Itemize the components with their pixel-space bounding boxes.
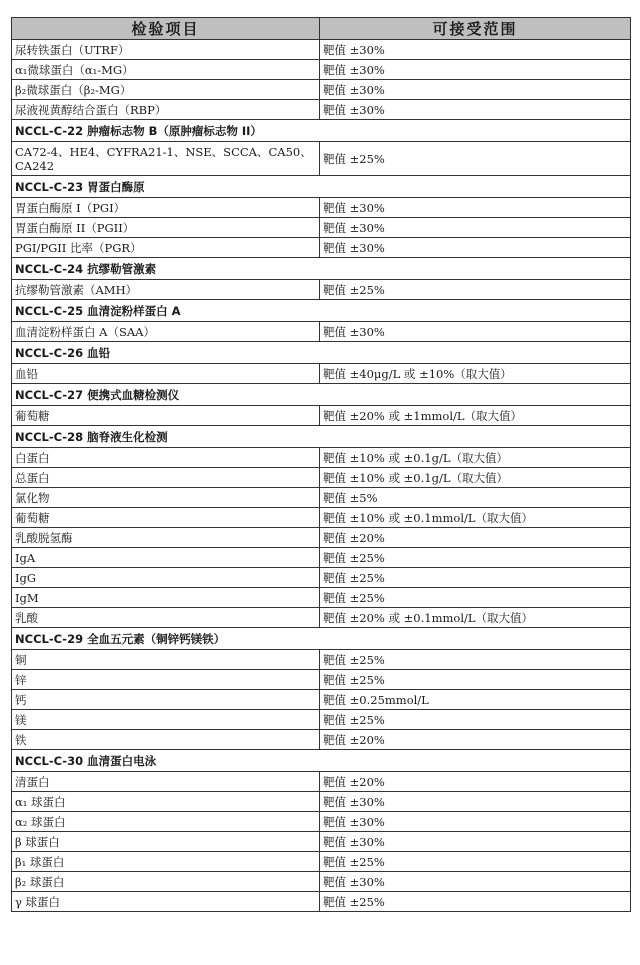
table-row xyxy=(12,872,631,892)
item-name: 葡萄糖 xyxy=(12,508,320,528)
item-name: 胃蛋白酶原 II（PGII） xyxy=(12,218,320,238)
item-range: 靶值 ±25% xyxy=(320,892,631,912)
item-range: 靶值 ±30% xyxy=(320,40,631,60)
table-row xyxy=(12,406,631,426)
table-row xyxy=(12,832,631,852)
item-name: CA72-4、HE4、CYFRA21-1、NSE、SCCA、CA50、CA242 xyxy=(12,142,320,176)
item-name: IgM xyxy=(12,588,320,608)
item-name: 乳酸脱氢酶 xyxy=(12,528,320,548)
item-range: 靶值 ±20% xyxy=(320,772,631,792)
item-range: 靶值 ±10% 或 ±0.1g/L（取大值） xyxy=(320,468,631,488)
section-row xyxy=(12,628,631,650)
table-row xyxy=(12,142,631,176)
item-range: 靶值 ±30% xyxy=(320,792,631,812)
section-title: NCCL-C-23 胃蛋白酶原 xyxy=(12,176,631,198)
section-title: NCCL-C-28 脑脊液生化检测 xyxy=(12,426,631,448)
acceptance-range-table xyxy=(11,17,631,912)
table-row xyxy=(12,650,631,670)
item-range: 靶值 ±30% xyxy=(320,100,631,120)
item-range: 靶值 ±5% xyxy=(320,488,631,508)
table-row xyxy=(12,508,631,528)
item-name: 铜 xyxy=(12,650,320,670)
item-name: 尿液视黄醇结合蛋白（RBP） xyxy=(12,100,320,120)
section-row xyxy=(12,120,631,142)
item-name: 锌 xyxy=(12,670,320,690)
item-range: 靶值 ±25% xyxy=(320,650,631,670)
item-range: 靶值 ±30% xyxy=(320,218,631,238)
item-range: 靶值 ±25% xyxy=(320,280,631,300)
item-name: 镁 xyxy=(12,710,320,730)
section-title: NCCL-C-26 血铅 xyxy=(12,342,631,364)
section-row xyxy=(12,258,631,280)
item-name: 总蛋白 xyxy=(12,468,320,488)
item-name: γ 球蛋白 xyxy=(12,892,320,912)
table-row xyxy=(12,690,631,710)
item-name: IgG xyxy=(12,568,320,588)
item-name: 铁 xyxy=(12,730,320,750)
section-title: NCCL-C-30 血清蛋白电泳 xyxy=(12,750,631,772)
item-name: β₂ 球蛋白 xyxy=(12,872,320,892)
item-range: 靶值 ±30% xyxy=(320,80,631,100)
table-row xyxy=(12,198,631,218)
item-range: 靶值 ±25% xyxy=(320,670,631,690)
table-row xyxy=(12,448,631,468)
table-row xyxy=(12,812,631,832)
table-row xyxy=(12,852,631,872)
item-name: 乳酸 xyxy=(12,608,320,628)
table-row xyxy=(12,322,631,342)
table-row xyxy=(12,792,631,812)
item-name: 葡萄糖 xyxy=(12,406,320,426)
item-name: 血铅 xyxy=(12,364,320,384)
item-name: 抗缪勒管激素（AMH） xyxy=(12,280,320,300)
item-name: 尿转铁蛋白（UTRF） xyxy=(12,40,320,60)
table-row xyxy=(12,100,631,120)
table-row xyxy=(12,280,631,300)
item-name: α₁ 球蛋白 xyxy=(12,792,320,812)
item-name: β₂微球蛋白（β₂-MG） xyxy=(12,80,320,100)
item-range: 靶值 ±30% xyxy=(320,832,631,852)
table-row xyxy=(12,892,631,912)
item-range: 靶值 ±25% xyxy=(320,852,631,872)
table-row xyxy=(12,238,631,258)
table-row xyxy=(12,588,631,608)
item-range: 靶值 ±20% 或 ±0.1mmol/L（取大值） xyxy=(320,608,631,628)
item-range: 靶值 ±25% xyxy=(320,568,631,588)
item-range: 靶值 ±25% xyxy=(320,588,631,608)
section-title: NCCL-C-27 便携式血糖检测仪 xyxy=(12,384,631,406)
table-row xyxy=(12,60,631,80)
item-range: 靶值 ±30% xyxy=(320,60,631,80)
item-range: 靶值 ±30% xyxy=(320,812,631,832)
acceptance-range-table-container xyxy=(11,17,630,912)
item-name: 胃蛋白酶原 I（PGI） xyxy=(12,198,320,218)
section-row xyxy=(12,300,631,322)
section-row xyxy=(12,176,631,198)
item-range: 靶值 ±20% xyxy=(320,528,631,548)
item-range: 靶值 ±10% 或 ±0.1mmol/L（取大值） xyxy=(320,508,631,528)
header-range: 可接受范围 xyxy=(320,18,631,40)
item-name: 氯化物 xyxy=(12,488,320,508)
item-name: α₂ 球蛋白 xyxy=(12,812,320,832)
item-range: 靶值 ±0.25mmol/L xyxy=(320,690,631,710)
item-range: 靶值 ±20% xyxy=(320,730,631,750)
table-row xyxy=(12,40,631,60)
section-title: NCCL-C-29 全血五元素（铜锌钙镁铁） xyxy=(12,628,631,650)
item-range: 靶值 ±30% xyxy=(320,238,631,258)
section-title: NCCL-C-24 抗缪勒管激素 xyxy=(12,258,631,280)
item-range: 靶值 ±25% xyxy=(320,548,631,568)
table-row xyxy=(12,548,631,568)
table-row xyxy=(12,670,631,690)
table-row xyxy=(12,568,631,588)
table-row xyxy=(12,218,631,238)
section-row xyxy=(12,342,631,364)
item-range: 靶值 ±30% xyxy=(320,322,631,342)
table-row xyxy=(12,488,631,508)
item-range: 靶值 ±40μg/L 或 ±10%（取大值） xyxy=(320,364,631,384)
header-item: 检验项目 xyxy=(12,18,320,40)
item-name: IgA xyxy=(12,548,320,568)
item-range: 靶值 ±10% 或 ±0.1g/L（取大值） xyxy=(320,448,631,468)
item-name: β₁ 球蛋白 xyxy=(12,852,320,872)
item-range: 靶值 ±25% xyxy=(320,710,631,730)
section-row xyxy=(12,750,631,772)
table-row xyxy=(12,528,631,548)
item-name: 白蛋白 xyxy=(12,448,320,468)
item-name: 血清淀粉样蛋白 A（SAA） xyxy=(12,322,320,342)
table-header-row xyxy=(12,18,631,40)
table-body xyxy=(12,40,631,912)
item-name: α₁微球蛋白（α₁-MG） xyxy=(12,60,320,80)
item-range: 靶值 ±25% xyxy=(320,142,631,176)
table-row xyxy=(12,772,631,792)
table-row xyxy=(12,468,631,488)
item-name: PGI/PGII 比率（PGR） xyxy=(12,238,320,258)
section-title: NCCL-C-22 肿瘤标志物 B（原肿瘤标志物 II） xyxy=(12,120,631,142)
table-row xyxy=(12,608,631,628)
table-row xyxy=(12,730,631,750)
table-row xyxy=(12,80,631,100)
item-name: 清蛋白 xyxy=(12,772,320,792)
section-title: NCCL-C-25 血清淀粉样蛋白 A xyxy=(12,300,631,322)
item-name: 钙 xyxy=(12,690,320,710)
item-range: 靶值 ±30% xyxy=(320,872,631,892)
section-row xyxy=(12,426,631,448)
section-row xyxy=(12,384,631,406)
table-row xyxy=(12,710,631,730)
item-name: β 球蛋白 xyxy=(12,832,320,852)
item-range: 靶值 ±20% 或 ±1mmol/L（取大值） xyxy=(320,406,631,426)
item-range: 靶值 ±30% xyxy=(320,198,631,218)
table-row xyxy=(12,364,631,384)
